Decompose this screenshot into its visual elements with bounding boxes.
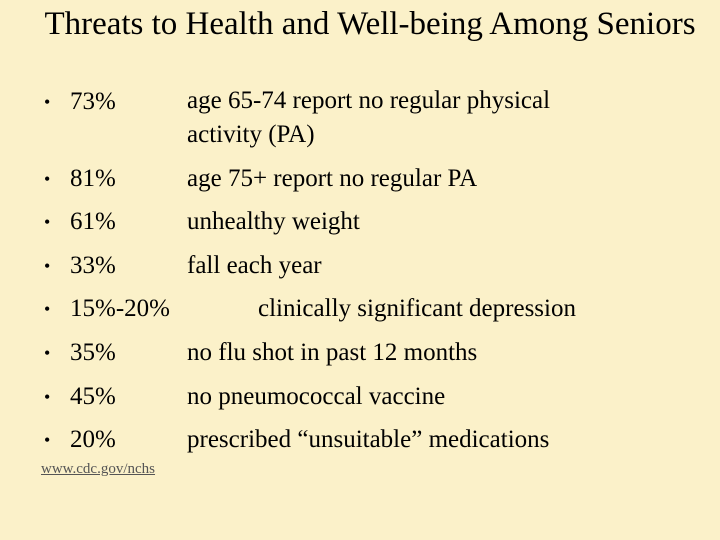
list-item: [0, 377, 720, 417]
bullet-percent: 15%-20%: [70, 295, 170, 322]
bullet-text: unhealthy weight: [187, 208, 360, 235]
bullet-icon: •: [44, 387, 51, 407]
bullet-text: no flu shot in past 12 months: [187, 339, 478, 366]
bullet-text: prescribed “unsuitable” medications: [187, 426, 550, 453]
list-item: [0, 289, 720, 329]
list-item: [0, 202, 720, 242]
bullet-percent: 33%: [70, 252, 116, 279]
list-item: [0, 82, 720, 148]
bullet-percent: 35%: [70, 339, 116, 366]
list-item: [0, 246, 720, 286]
bullet-text: age 75+ report no regular PA: [187, 165, 478, 192]
bullet-text: fall each year: [187, 252, 322, 279]
bullet-icon: •: [44, 92, 51, 112]
bullet-text: [187, 84, 550, 152]
bullet-icon: •: [44, 430, 51, 450]
bullet-icon: •: [44, 212, 51, 232]
list-item: [0, 333, 720, 373]
bullet-text: no pneumococcal vaccine: [187, 383, 446, 410]
list-item: [0, 159, 720, 199]
bullet-icon: •: [44, 169, 51, 189]
bullet-percent: 20%: [70, 426, 116, 453]
bullet-percent: 81%: [70, 165, 116, 192]
bullet-icon: •: [44, 343, 51, 363]
bullet-percent: 73%: [70, 88, 116, 115]
source-link[interactable]: www.cdc.gov/nchs: [41, 461, 156, 477]
bullet-percent: 61%: [70, 208, 116, 235]
slide-title: Threats to Health and Well-being Among Seniors: [44, 6, 696, 42]
bullet-icon: •: [44, 256, 51, 276]
bullet-text-line: age 65-74 report no regular physical: [187, 87, 551, 114]
bullet-icon: •: [44, 299, 51, 319]
bullet-text-line: activity (PA): [187, 121, 315, 148]
bullet-text: clinically significant depression: [258, 295, 576, 322]
list-item: [0, 420, 720, 460]
bullet-percent: 45%: [70, 383, 116, 410]
